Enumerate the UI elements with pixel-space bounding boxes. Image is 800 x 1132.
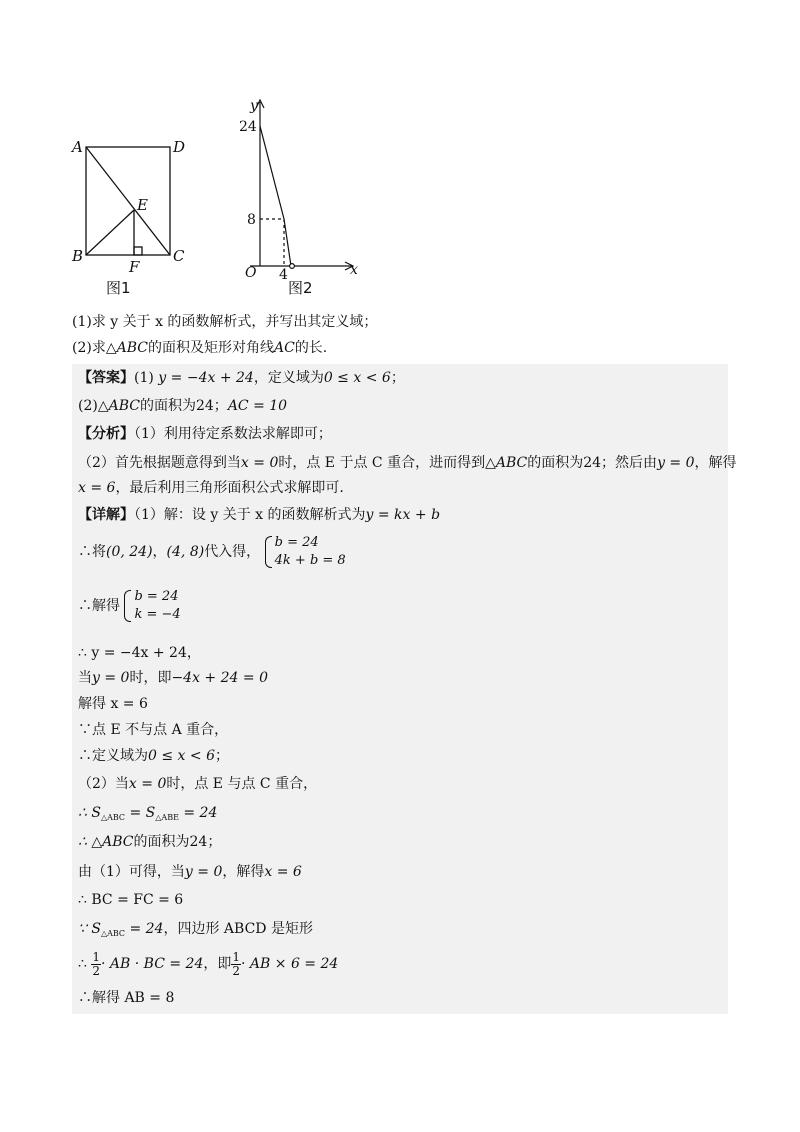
geometry-figures xyxy=(62,90,382,305)
label-e: E xyxy=(137,196,148,214)
analysis-line-2 xyxy=(78,453,737,473)
fraction-2-numerator: 1 xyxy=(232,949,241,964)
detail-s9-x0: x = 0 xyxy=(128,776,167,792)
answer-line-1 xyxy=(78,368,405,388)
detail-s5-a: 当 xyxy=(78,670,92,686)
origin-label: O xyxy=(245,265,257,281)
system-1-line-1: b = 24 xyxy=(274,535,319,550)
fraction-1-numerator: 1 xyxy=(92,949,101,964)
analysis-tag: 【分析】 xyxy=(78,426,134,442)
detail-s8-domain: 0 ≤ x < 6 xyxy=(148,748,215,764)
point-0-24: (0, 24) xyxy=(106,544,153,560)
detail-line-11 xyxy=(78,832,221,852)
right-angle-mark xyxy=(134,247,142,255)
y-axis-label: y xyxy=(250,98,258,114)
detail-s14-b: = 24 xyxy=(125,921,164,937)
label-d: D xyxy=(173,138,186,156)
tick-label-4: 4 xyxy=(279,267,288,283)
detail-line-9 xyxy=(78,774,317,794)
point-4-8: (4, 8) xyxy=(166,544,205,560)
detail-s12-a: 由（1）可得，当 xyxy=(78,864,185,880)
detail-s15-b: · AB · BC = 24 xyxy=(101,956,204,972)
analysis-p3-rest: ，最后利用三角形面积公式求解即可. xyxy=(115,480,344,496)
detail-line-7: ∵点 E 不与点 A 重合， xyxy=(78,722,229,738)
detail-s11-triangle: ∴ △ABC xyxy=(78,834,134,850)
question-part-1: (1)求 y 关于 x 的函数解析式，并写出其定义域； xyxy=(72,314,378,330)
detail-s9-a: （2）当 xyxy=(78,776,129,792)
detail-s15-c: ，即 xyxy=(203,956,232,972)
label-c: C xyxy=(173,247,185,265)
a2-prefix: (2) xyxy=(78,398,98,414)
label-a: A xyxy=(72,138,83,156)
equation-system-2 xyxy=(124,588,180,624)
analysis-y0: y = 0 xyxy=(657,455,695,471)
detail-line-1 xyxy=(78,505,440,525)
segment-be xyxy=(86,210,134,255)
detail-s10-a: ∴ S xyxy=(78,805,101,821)
detail-line-16: ∴解得 AB = 8 xyxy=(78,990,175,1006)
answer-tag: 【答案】 xyxy=(78,370,134,386)
analysis-line-1 xyxy=(78,424,332,444)
detail-s2-comma: ， xyxy=(152,544,167,560)
a2-middle: 的面积为24； xyxy=(139,398,228,414)
subscript-abc: △ABC xyxy=(100,813,126,822)
detail-s8-a: ∴定义域为 xyxy=(78,748,148,764)
q2-middle: 的面积及矩形对角线 xyxy=(147,340,274,356)
fraction-2-denominator: 2 xyxy=(232,963,241,978)
analysis-line-3 xyxy=(78,478,344,498)
detail-line-8 xyxy=(78,746,229,766)
detail-s12-y0: y = 0 xyxy=(184,864,223,880)
detail-line-15 xyxy=(78,949,338,979)
figures-area xyxy=(62,90,382,305)
a1-prefix: (1) xyxy=(134,370,154,386)
detail-s15-a: ∴ xyxy=(78,956,87,972)
figure-1 xyxy=(86,147,170,255)
figure-2 xyxy=(250,100,353,270)
analysis-p2-c: 的面积为24；然后由 xyxy=(527,455,658,471)
detail-s12-x6: x = 6 xyxy=(264,864,302,880)
detail-line-3 xyxy=(78,588,181,624)
detail-s5-eq: −4x + 24 = 0 xyxy=(171,670,268,686)
detail-s14-c: ，四边形 ABCD 是矩形 xyxy=(163,921,313,937)
a1-equation: y = −4x + 24 xyxy=(158,370,254,386)
detail-s12-b: ，解得 xyxy=(222,864,265,880)
detail-line-13: ∴ BC = FC = 6 xyxy=(78,892,184,908)
analysis-p1: （1）利用待定系数法求解即可； xyxy=(134,426,332,442)
system-1-line-2: 4k + b = 8 xyxy=(274,553,346,568)
subscript-abc-2: △ABC xyxy=(100,929,126,938)
function-graph xyxy=(260,126,291,266)
tick-label-24: 24 xyxy=(239,119,257,135)
fraction-half-1 xyxy=(91,951,101,978)
analysis-p2-a: （2）首先根据题意得到当 xyxy=(78,455,241,471)
label-b: B xyxy=(72,247,84,265)
solution-box xyxy=(72,364,737,1014)
detail-line-10 xyxy=(78,803,217,828)
system-2-line-1: b = 24 xyxy=(134,589,179,604)
a1-suffix: ； xyxy=(390,370,405,386)
figure-1-caption: 图1 xyxy=(106,279,131,297)
detail-line-12 xyxy=(78,862,302,882)
q2-triangle: △ABC xyxy=(105,340,148,356)
detail-line-14 xyxy=(78,919,313,944)
analysis-p2-d: ，解得 xyxy=(694,455,737,471)
detail-s2-b: 代入得， xyxy=(204,544,261,560)
label-f: F xyxy=(129,258,140,276)
fraction-1-denominator: 2 xyxy=(92,963,101,978)
q2-ac: AC xyxy=(273,340,295,356)
fraction-half-2 xyxy=(231,951,241,978)
detail-s11-b: 的面积为24； xyxy=(133,834,222,850)
subscript-abe: △ABE xyxy=(155,813,179,822)
a1-middle: ，定义域为 xyxy=(253,370,324,386)
analysis-triangle: △ABC xyxy=(485,455,528,471)
answer-line-2 xyxy=(78,396,287,416)
a1-domain: 0 ≤ x < 6 xyxy=(323,370,391,386)
detail-s14-a: ∵ S xyxy=(78,921,101,937)
x-axis-label: x xyxy=(350,262,358,278)
system-2-line-2: k = −4 xyxy=(134,607,181,622)
q2-suffix: 的长. xyxy=(294,340,328,356)
question-part-2 xyxy=(72,338,327,358)
detail-s10-c: = 24 xyxy=(178,805,218,821)
detail-s3: ∴解得 xyxy=(78,598,120,614)
q2-prefix: (2)求 xyxy=(72,340,106,356)
detail-s15-d: · AB × 6 = 24 xyxy=(241,956,339,972)
analysis-x6: x = 6 xyxy=(78,480,116,496)
detail-s1: （1）解：设 y 关于 x 的函数解析式为 xyxy=(134,507,366,523)
detail-s1-eq: y = kx + b xyxy=(365,507,441,523)
detail-line-4: ∴ y = −4x + 24， xyxy=(78,645,201,661)
analysis-p2-b: 时，点 E 于点 C 重合，进而得到 xyxy=(278,455,486,471)
detail-line-6: 解得 x = 6 xyxy=(78,696,148,712)
tick-label-8: 8 xyxy=(247,212,256,228)
a2-triangle: △ABC xyxy=(97,398,140,414)
detail-s5-b: 时，即 xyxy=(129,670,172,686)
detail-s8-b: ； xyxy=(214,748,229,764)
detail-line-5 xyxy=(78,668,268,688)
a2-ac: AC = 10 xyxy=(227,398,288,414)
detail-s2-a: ∴将 xyxy=(78,544,106,560)
detail-tag: 【详解】 xyxy=(78,507,134,523)
analysis-x0: x = 0 xyxy=(240,455,279,471)
detail-s5-y0: y = 0 xyxy=(92,670,130,686)
detail-s10-b: = S xyxy=(125,805,156,821)
diagonal-ac xyxy=(86,147,170,255)
figure-2-caption: 图2 xyxy=(288,279,313,297)
detail-line-2 xyxy=(78,534,346,570)
detail-s9-b: 时，点 E 与点 C 重合， xyxy=(166,776,318,792)
open-endpoint xyxy=(290,264,295,269)
equation-system-1 xyxy=(265,534,346,570)
